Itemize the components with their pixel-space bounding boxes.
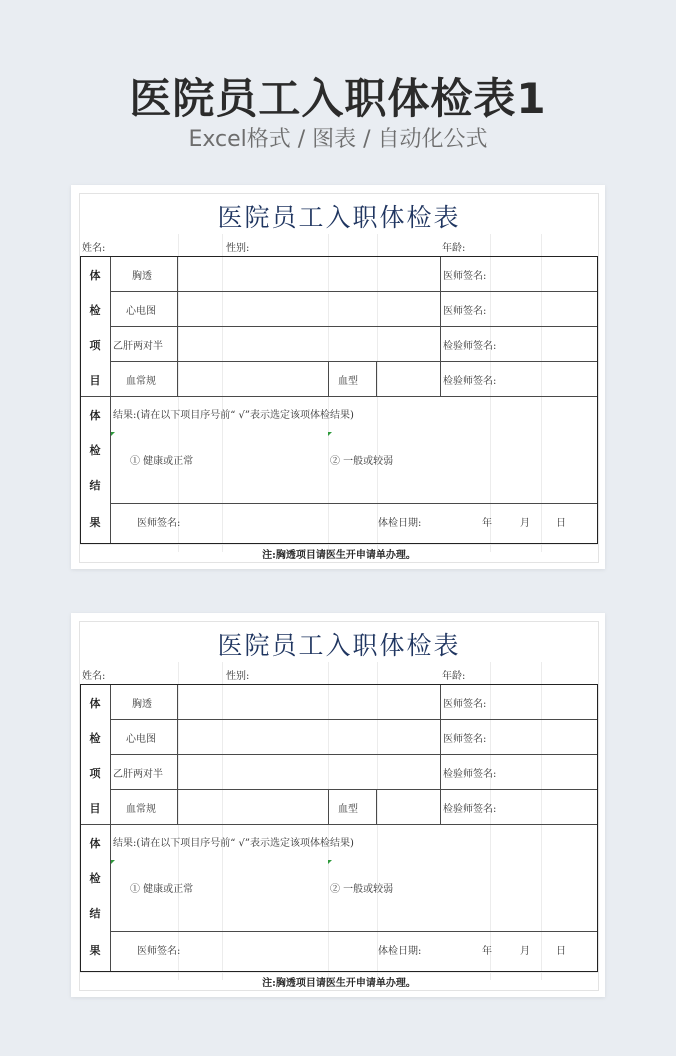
form-sheet-preview-2 [71, 613, 605, 997]
cell-comment-marker [111, 860, 115, 864]
form-note: 注:胸透项目请医生开申请单办理。 [262, 978, 416, 989]
doctor-sign-label: 医师签名: [443, 734, 487, 745]
side-label-result: 体 [89, 409, 101, 422]
table-border [80, 684, 598, 972]
result-doctor-sign: 医师签名: [137, 518, 181, 529]
side-label-result: 果 [89, 516, 101, 529]
result-option-weak: ② 一般或较弱 [330, 884, 394, 895]
result-doctor-sign: 医师签名: [137, 946, 181, 957]
gridline [80, 544, 598, 545]
cell-comment-marker [328, 860, 332, 864]
form-note: 注:胸透项目请医生开申请单办理。 [262, 550, 416, 561]
exam-table [80, 684, 598, 972]
result-option-normal: ① 健康或正常 [130, 456, 194, 467]
name-label: 姓名: [82, 243, 106, 254]
age-label: 年龄: [442, 671, 466, 682]
promo-subtitle: Excel格式 / 图表 / 自动化公式 [188, 127, 488, 152]
doctor-sign-label: 医师签名: [443, 699, 487, 710]
side-label-result: 检 [89, 444, 101, 457]
result-option-weak: ② 一般或较弱 [330, 456, 394, 467]
result-instruction: 结果:(请在以下项目序号前“ √”表示选定该项体检结果) [113, 838, 354, 849]
date-month: 月 [520, 518, 530, 529]
lab-sign-label: 检验师签名: [443, 376, 497, 387]
gender-label: 性别: [226, 243, 250, 254]
item-hepb: 乙肝两对半 [113, 341, 163, 352]
table-border [80, 256, 598, 544]
side-label-exam: 检 [89, 304, 101, 317]
item-chest: 胸透 [132, 271, 152, 282]
age-label: 年龄: [442, 243, 466, 254]
form-sheet-inner [79, 621, 599, 991]
side-label-exam: 目 [89, 374, 101, 387]
cell-comment-marker [111, 432, 115, 436]
promo-title: 医院员工入职体检表1 [129, 74, 547, 123]
item-ecg: 心电图 [126, 734, 156, 745]
side-label-result: 检 [89, 872, 101, 885]
side-label-exam: 体 [89, 269, 101, 282]
side-label-result: 体 [89, 837, 101, 850]
side-label-result: 结 [89, 907, 101, 920]
side-label-exam: 体 [89, 697, 101, 710]
side-label-result: 果 [89, 944, 101, 957]
date-day: 日 [556, 518, 566, 529]
item-blood: 血常规 [126, 804, 156, 815]
form-title: 医院员工入职体检表 [217, 631, 461, 660]
exam-date-label: 体检日期: [378, 518, 422, 529]
date-day: 日 [556, 946, 566, 957]
lab-sign-label: 检验师签名: [443, 804, 497, 815]
doctor-sign-label: 医师签名: [443, 271, 487, 282]
form-sheet-preview-1 [71, 185, 605, 569]
item-hepb: 乙肝两对半 [113, 769, 163, 780]
date-month: 月 [520, 946, 530, 957]
exam-date-label: 体检日期: [378, 946, 422, 957]
result-instruction: 结果:(请在以下项目序号前“ √”表示选定该项体检结果) [113, 410, 354, 421]
name-label: 姓名: [82, 671, 106, 682]
item-blood: 血常规 [126, 376, 156, 387]
doctor-sign-label: 医师签名: [443, 306, 487, 317]
cell-comment-marker [328, 432, 332, 436]
side-label-exam: 项 [89, 767, 101, 780]
item-chest: 胸透 [132, 699, 152, 710]
side-label-exam: 检 [89, 732, 101, 745]
gridline [80, 972, 598, 973]
side-label-result: 结 [89, 479, 101, 492]
result-option-normal: ① 健康或正常 [130, 884, 194, 895]
item-ecg: 心电图 [126, 306, 156, 317]
exam-table [80, 256, 598, 544]
form-title: 医院员工入职体检表 [217, 203, 461, 232]
form-sheet-inner [79, 193, 599, 563]
side-label-exam: 目 [89, 802, 101, 815]
side-label-exam: 项 [89, 339, 101, 352]
date-year: 年 [482, 518, 492, 529]
lab-sign-label: 检验师签名: [443, 341, 497, 352]
item-blood-type: 血型 [338, 804, 358, 815]
item-blood-type: 血型 [338, 376, 358, 387]
gender-label: 性别: [226, 671, 250, 682]
date-year: 年 [482, 946, 492, 957]
lab-sign-label: 检验师签名: [443, 769, 497, 780]
